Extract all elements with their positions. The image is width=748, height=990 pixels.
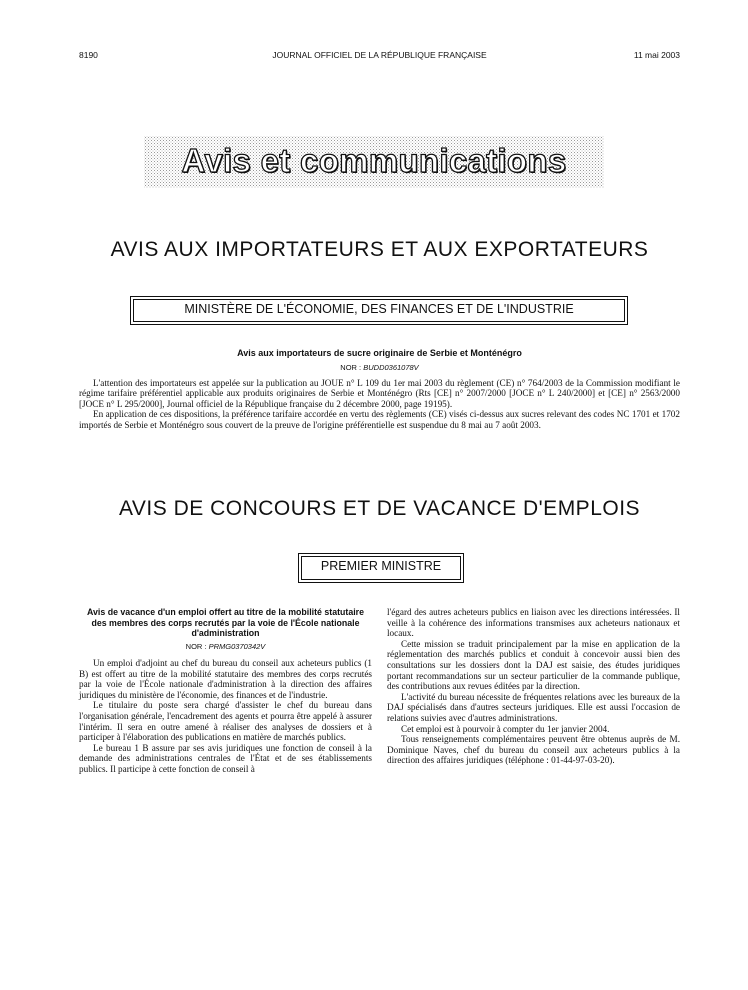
nor-reference <box>79 363 680 372</box>
paragraph: Cet emploi est à pourvoir à compter du 1er janvier 2004. <box>401 723 610 734</box>
section-heading-importateurs: AVIS AUX IMPORTATEURS ET AUX EXPORTATEURS <box>110 238 649 261</box>
running-header <box>79 50 680 66</box>
nor-label: NOR : <box>185 641 207 651</box>
ministry-box-economie <box>130 296 628 325</box>
notice-body-sucre <box>79 378 680 430</box>
nor-code: PRMG0370342V <box>208 641 266 651</box>
paragraph: Un emploi d'adjoint au chef du bureau du conseil aux acheteurs publics (1 B) est offert au titre de la mobilité statutaire des membres des corps recrutés par la voie de l'École nationale d'administration à la direction des affaires juridiques du ministère de l'économie, des finances et de l'industrie. <box>79 658 372 700</box>
ministry-name: MINISTÈRE DE L'ÉCONOMIE, DES FINANCES ET DE L'INDUSTRIE <box>133 299 625 322</box>
notice-title-sucre: Avis aux importateurs de sucre originaire de Serbie et Monténégro <box>237 348 522 358</box>
paragraph: L'attention des importateurs est appelée sur la publication au JOUE n° L 109 du 1er mai 2003 du règlement (CE) n° 764/2003 de la Commission modifiant le régime tarifaire préférentiel applicable aux produits originaires de Serbie et Monténégro (Rts [CE] n° 2007/2000 [JOCE n° L 240/2000] et [CE] n° 2563/2000 [JOCE n° L 295/2000], Journal officiel de la République française du 2 décembre 2000, page 19195). <box>79 378 680 409</box>
page-number: 8190 <box>79 50 98 60</box>
paragraph: Tous renseignements complémentaires peuvent être obtenus auprès de M. Dominique Naves, chef du bureau du conseil aux acheteurs publics à la direction des affaires juridiques (téléphone : 01-44-97-03-20). <box>387 734 680 766</box>
nor-reference <box>79 642 372 653</box>
left-column <box>79 607 372 775</box>
section-heading-concours: AVIS DE CONCOURS ET DE VACANCE D'EMPLOIS <box>118 497 641 520</box>
right-column <box>387 607 680 766</box>
section-banner <box>144 136 604 188</box>
paragraph: L'activité du bureau nécessite de fréquentes relations avec les bureaux de la DAJ spécialisés dans d'autres secteurs juridiques. Elle est aussi l'occasion de relations suivies avec d'autres administrations. <box>387 691 680 723</box>
nor-code: BUDD0361078V <box>363 363 419 372</box>
paragraph: Le bureau 1 B assure par ses avis juridiques une fonction de conseil à la demande des administrations centrales de l'État et de ses établissements publics. Il participe à cette fonction de conseil à <box>79 742 372 775</box>
ministry-name: PREMIER MINISTRE <box>301 556 461 580</box>
paragraph: Le titulaire du poste sera chargé d'assister le chef du bureau dans l'organisation générale, l'encadrement des agents et pourra être appelé à assurer l'intérim. Il sera en outre amené à réaliser des analyses de dossiers et à participer à l'élaboration des publications en matière de marchés publics. <box>79 700 372 743</box>
banner-title: Avis et communications <box>181 142 567 179</box>
paragraph: En application de ces dispositions, la préférence tarifaire accordée en vertu des règlements (CE) visés ci-dessus aux sucres relevant des codes NC 1701 et 1702 importés de Serbie et Monténégro sous couvert de la preuve de l'origine préférentielle est suspendue du 8 mai au 7 août 2003. <box>79 409 680 430</box>
paragraph: Cette mission se traduit principalement par la mise en application de la réglementation des marchés publics et conduit à concevoir aussi bien des consultations sur les dossiers dont la DAJ est saisie, des études juridiques portant recommandations sur un secteur particulier de la commande publique, des contributions aux revues éditées par la direction. <box>387 638 680 692</box>
ministry-box-premier <box>298 553 464 583</box>
nor-label: NOR : <box>340 363 362 372</box>
paragraph: l'égard des autres acheteurs publics en liaison avec les directions intéressées. Il veille à la cohérence des informations transmises aux acheteurs nationaux et locaux. <box>387 607 680 639</box>
journal-title: JOURNAL OFFICIEL DE LA RÉPUBLIQUE FRANÇAISE <box>272 50 487 60</box>
notice-title-vacance: Avis de vacance d'un emploi offert au titre de la mobilité statutaire des membres des corps recrutés par la voie de l'École nationale d'administration <box>87 607 364 638</box>
issue-date: 11 mai 2003 <box>633 50 680 60</box>
